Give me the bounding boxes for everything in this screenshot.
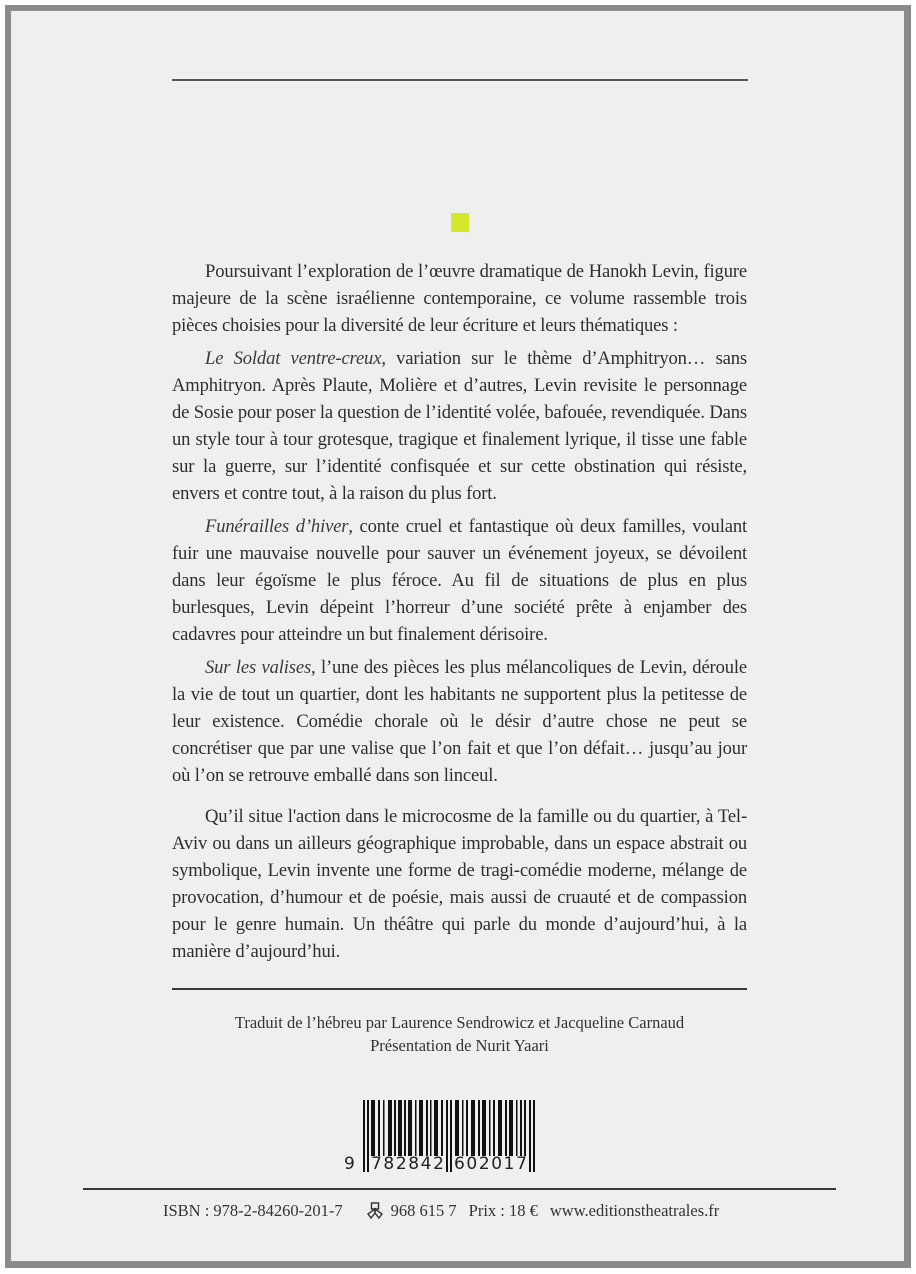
barcode-first-digit: 9 <box>344 1154 355 1174</box>
translation-credit: Traduit de l’hébreu par Laurence Sendrowicz et Jacqueline Carnaud <box>234 1013 685 1032</box>
play-description: , variation sur le thème d’Amphitryon… sans Amphitryon. Après Plaute, Molière et d’autres, Levin revisite le personnage de Sosie pour poser la question de l’identité volée, bafouée, revendiquée. Dans un style tour à tour grotesque, tragique et finalement lyrique, il tisse une fable sur la guerre, sur l’identité confisquée et sur cette obstination qui résiste, envers et contre tout, à la raison du plus fort. <box>172 348 747 504</box>
barcode-right-group: 602017 <box>454 1154 529 1174</box>
barcode-left-group: 782842 <box>371 1154 446 1174</box>
bottom-rule <box>83 1188 836 1190</box>
top-rule <box>172 79 748 81</box>
distributor-code: 968 615 7 <box>390 1201 457 1220</box>
barcode-digits <box>336 1154 566 1176</box>
footer <box>163 1201 719 1221</box>
price: Prix : 18 € <box>468 1201 538 1220</box>
dilicom-icon <box>365 1202 385 1220</box>
play-description: , l’une des pièces les plus mélancoliques de Levin, déroule la vie de tout un quartier, dont les habitants ne supportent plus la petitesse de leur existence. Comédie chorale où le désir d’autre chose ne peut se concrétiser que par une valise que l’on fait et que l’on défait… jusqu’au jour où l’on se retrouve emballé dans son linceul. <box>172 657 747 786</box>
play-title: Sur les valises <box>205 657 312 678</box>
play-soldat <box>172 345 747 507</box>
blurb-intro: Poursuivant l’exploration de l’œuvre dramatique de Hanokh Levin, figure majeure de la scène israélienne contemporaine, ce volume rassemble trois pièces choisies pour la diversité de leur écriture et leurs thématiques : <box>172 261 747 336</box>
play-title: Le Soldat ventre-creux <box>205 348 382 369</box>
play-funerailles <box>172 513 747 648</box>
blurb-conclusion: Qu’il situe l'action dans le microcosme de la famille ou du quartier, à Tel-Aviv ou dans un ailleurs géographique improbable, dans un espace abstrait ou symbolique, Levin invente une forme de tragi-comédie moderne, mélange de provocation, d’humour et de poésie, mais aussi de cruauté et de compassion pour le genre humain. Un théâtre qui parle du monde d’aujourd’hui, à la manière d’aujourd’hui. <box>172 806 747 962</box>
play-title: Funérailles d’hiver <box>205 516 349 537</box>
blurb <box>172 258 747 965</box>
middle-rule <box>172 988 747 990</box>
play-description: , conte cruel et fantastique où deux familles, voulant fuir une mauvaise nouvelle pour sauver un événement joyeux, se dévoilent dans leur égoïsme le plus féroce. Au fil de situations de plus en plus burlesques, Levin dépeint l’horreur d’une société prête à enjamber des cadavres pour atteindre un but finalement dérisoire. <box>172 516 747 645</box>
presentation-credit: Présentation de Nurit Yaari <box>370 1036 549 1055</box>
play-valises <box>172 654 747 789</box>
isbn: ISBN : 978-2-84260-201-7 <box>163 1201 343 1220</box>
barcode <box>336 1098 566 1176</box>
credits <box>172 1011 747 1057</box>
accent-square <box>451 213 469 232</box>
website-link[interactable]: www.editionstheatrales.fr <box>549 1201 720 1220</box>
